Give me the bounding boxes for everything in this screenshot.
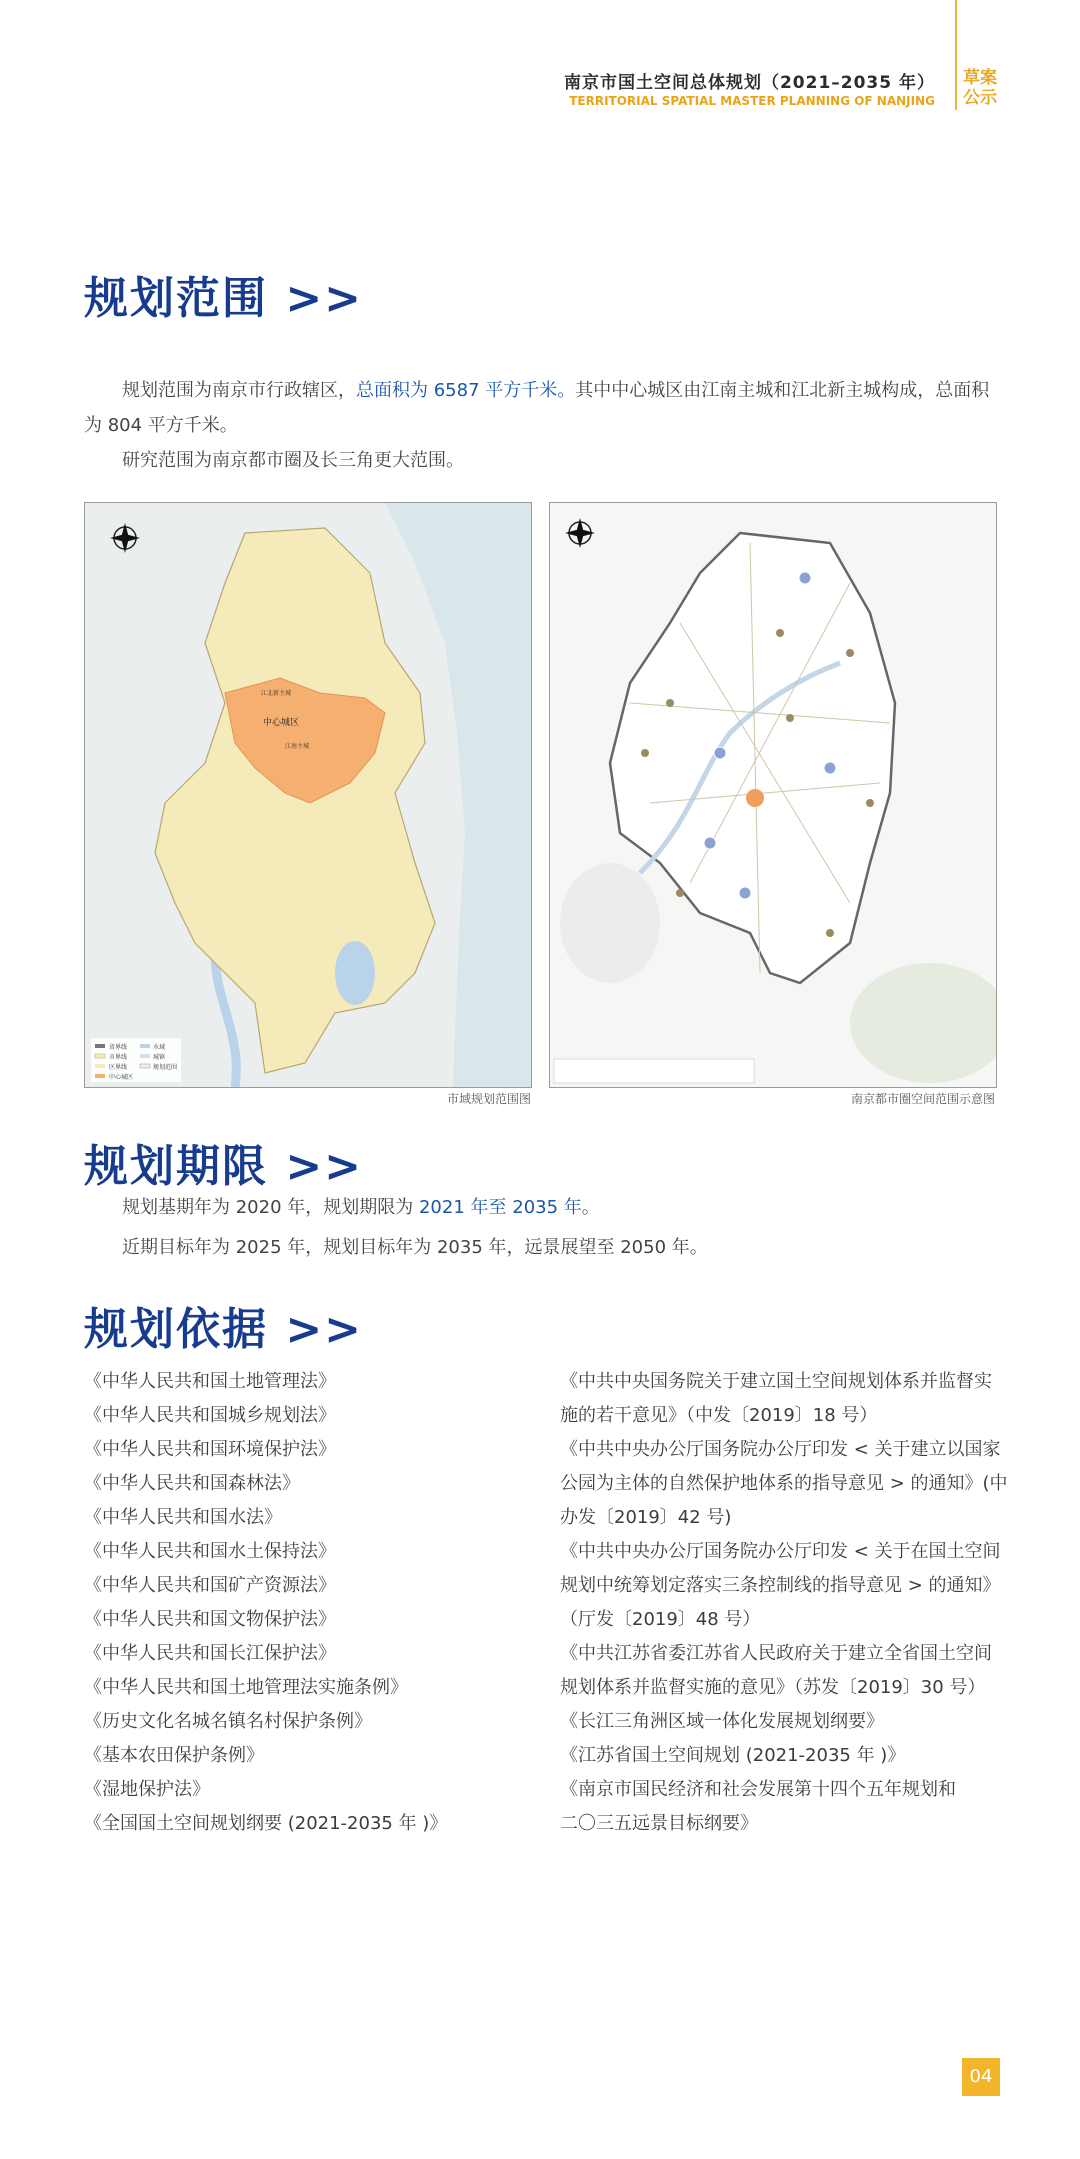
map-label-north: 江北新主城 [261,690,292,697]
basis-item: 《中华人民共和国矿产资源法》 [84,1575,336,1596]
draft-badge: 草案公示 [963,68,997,108]
basis-item: 《中华人民共和国土地管理法》 [84,1371,336,1392]
basis-item: 规划体系并监督实施的意见》（苏发〔2019〕30 号） [560,1677,986,1698]
period-text-1: 规划基期年为 2020 年，规划期限为 2021 年至 2035 年。 [122,1197,600,1218]
scope-paragraph [84,373,1002,478]
basis-item: 《全国国土空间规划纲要 (2021-2035 年 )》 [84,1813,448,1834]
basis-item: 《中华人民共和国城乡规划法》 [84,1405,336,1426]
map2-caption: 南京都市圈空间范围示意图 [850,1092,995,1106]
basis-list-left [84,1365,447,1841]
basis-item: 公园为主体的自然保护地体系的指导意见 > 的通知》(中 [560,1473,1008,1494]
basis-item: 《中华人民共和国森林法》 [84,1473,300,1494]
period-paragraph [84,1190,1002,1265]
header-divider [955,0,957,110]
basis-list-right [560,1365,1008,1841]
map-legend [554,1059,754,1083]
basis-item: 《江苏省国土空间规划 (2021-2035 年 )》 [560,1745,906,1766]
basis-item: 《湿地保护法》 [84,1779,210,1800]
svg-text:区界线: 区界线 [109,1064,128,1071]
svg-text:城镇: 城镇 [153,1054,166,1061]
basis-item: 规划中统筹划定落实三条控制线的指导意见 > 的通知》 [560,1575,1001,1596]
scope-text-2: 研究范围为南京都市圈及长三角更大范围。 [122,450,464,471]
basis-item: 《长江三角洲区域一体化发展规划纲要》 [560,1711,884,1732]
basis-item: 《中华人民共和国文物保护法》 [84,1609,336,1630]
svg-text:水域: 水域 [153,1044,166,1051]
basis-item: 《中华人民共和国长江保护法》 [84,1643,336,1664]
basis-item: 《中共中央办公厅国务院办公厅印发 < 关于在国土空间 [560,1541,1001,1562]
basis-item: 《中华人民共和国水法》 [84,1507,282,1528]
map-label-south: 江南主城 [285,743,310,750]
map-label-center: 中心城区 [263,718,300,728]
basis-item: 《中华人民共和国土地管理法实施条例》 [84,1677,408,1698]
basis-item: 《中共江苏省委江苏省人民政府关于建立全省国土空间 [560,1643,992,1664]
basis-item: 《历史文化名城名镇名村保护条例》 [84,1711,372,1732]
section-heading-period: 规划期限 >> [84,1141,364,1192]
svg-text:规划范围: 规划范围 [153,1064,178,1071]
section-heading-scope: 规划范围 >> [84,273,364,324]
basis-item: 施的若干意见》（中发〔2019〕18 号） [560,1405,878,1426]
basis-item: 《中共中央办公厅国务院办公厅印发 < 关于建立以国家 [560,1439,1001,1460]
city-scope-map [84,502,532,1088]
scope-text-1: 规划范围为南京市行政辖区，总面积为 6587 平方千米。其中中心城区由江南主城和江北新主城构成，总面积为 804 平方千米。 [84,380,990,436]
page-number: 04 [962,2058,1000,2096]
basis-item: 办发〔2019〕42 号) [560,1507,732,1528]
svg-text:中心城区: 中心城区 [109,1074,134,1081]
header-title-en: TERRITORIAL SPATIAL MASTER PLANNING OF NANJING [569,94,935,108]
section-heading-basis: 规划依据 >> [84,1304,364,1355]
basis-item: （厅发〔2019〕48 号） [560,1609,761,1630]
basis-item: 《中华人民共和国水土保持法》 [84,1541,336,1562]
map1-caption: 市域规划范围图 [446,1092,531,1106]
metro-area-map [549,502,997,1088]
svg-text:市界线: 市界线 [109,1054,128,1061]
period-text-2: 近期目标年为 2025 年，规划目标年为 2035 年，远景展望至 2050 年。 [122,1237,708,1258]
basis-item: 二〇三五远景目标纲要》 [560,1813,758,1834]
basis-item: 《中共中央国务院关于建立国土空间规划体系并监督实 [560,1371,992,1392]
map-legend [91,1038,181,1082]
svg-text:省界线: 省界线 [109,1044,128,1051]
header-title-cn: 南京市国土空间总体规划（2021–2035 年） [563,73,935,93]
basis-item: 《中华人民共和国环境保护法》 [84,1439,336,1460]
basis-item: 《南京市国民经济和社会发展第十四个五年规划和 [560,1779,956,1800]
basis-item: 《基本农田保护条例》 [84,1745,264,1766]
